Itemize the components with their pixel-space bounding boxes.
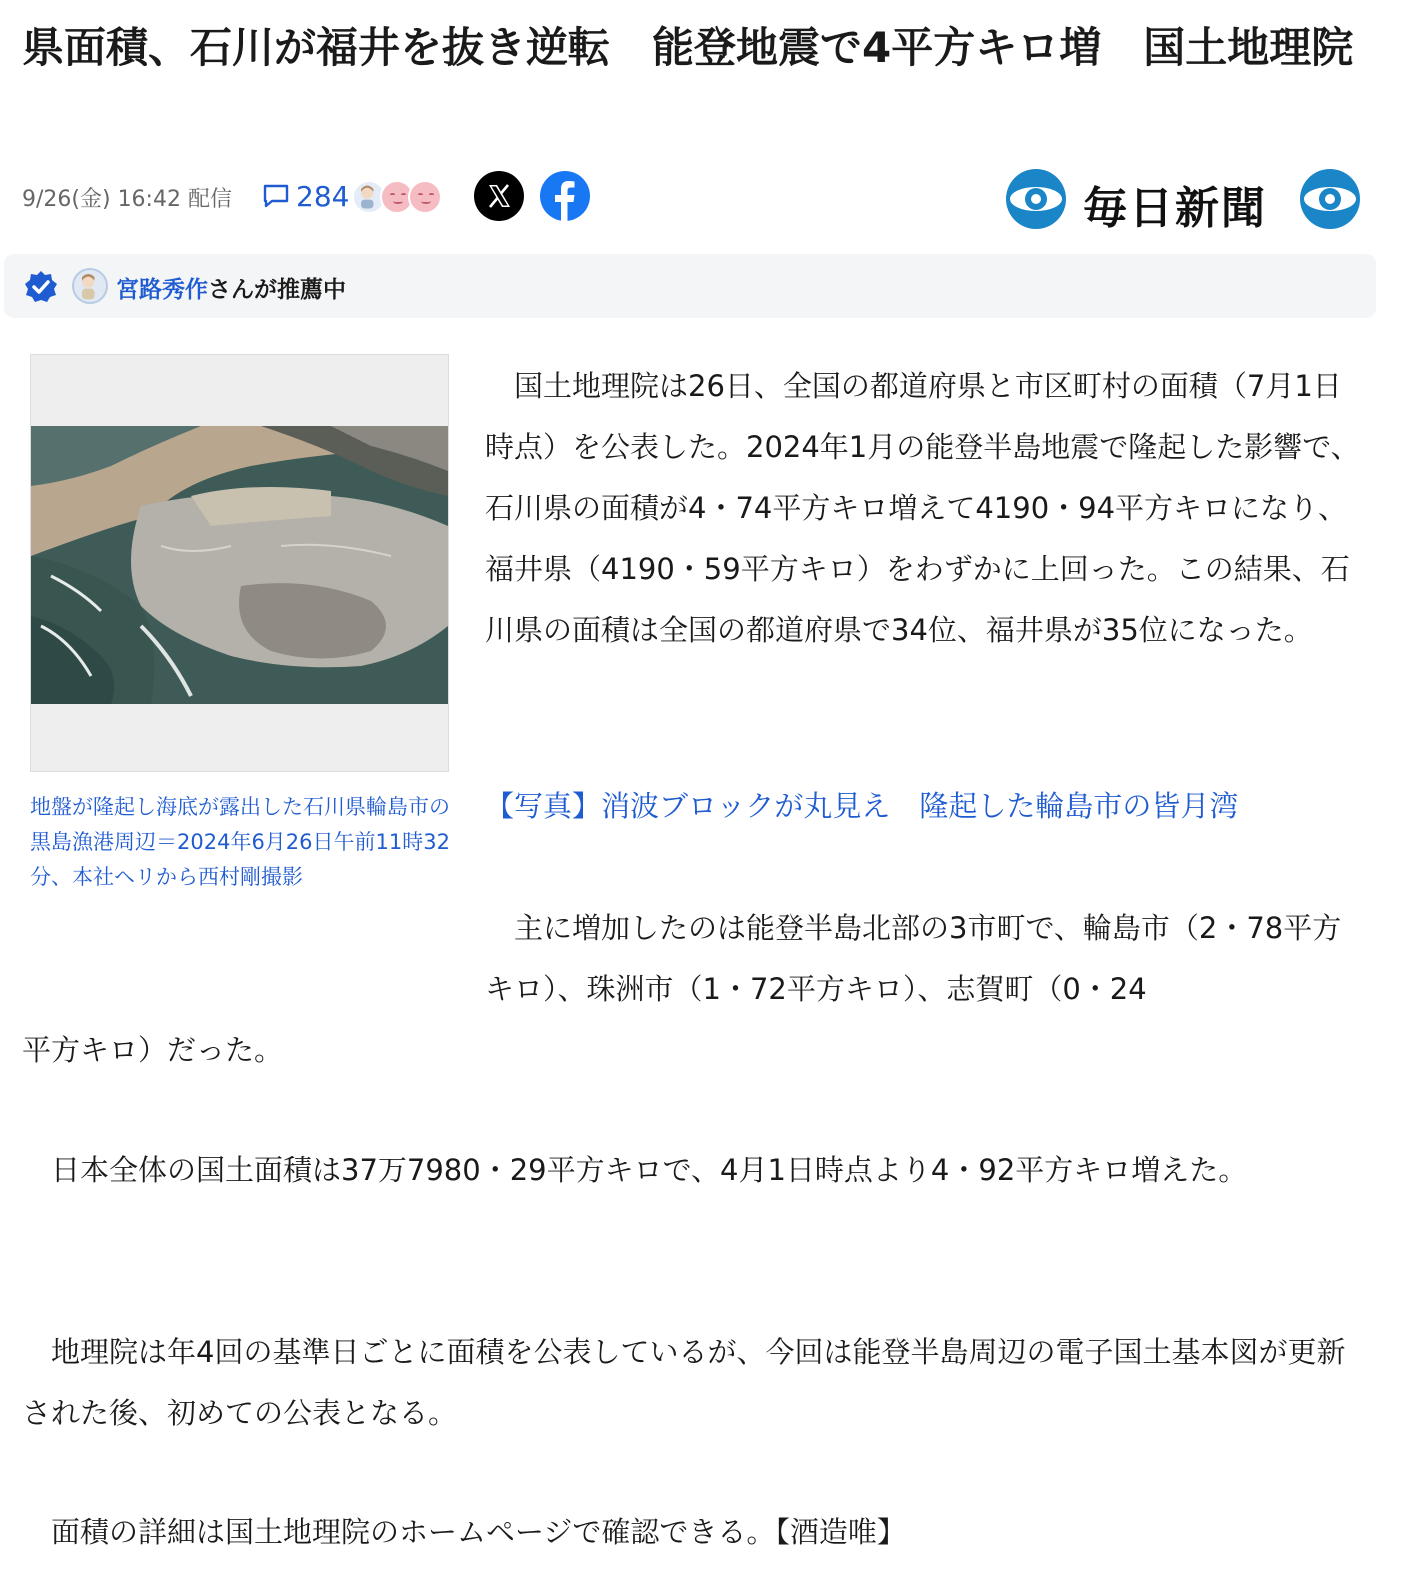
comment-icon xyxy=(262,183,290,209)
facebook-icon xyxy=(540,171,590,221)
article-title: 県面積、石川が福井を抜き逆転 能登地震で4平方キロ増 国土地理院 xyxy=(22,23,1354,72)
recommender-avatar[interactable] xyxy=(72,268,108,304)
x-logo-icon xyxy=(474,171,524,221)
body-paragraph: 主に増加したのは能登半島北部の3市町で、輪島市（2・78平方キロ）、珠洲市（1・72平方キロ）、志賀町（0・24 xyxy=(485,911,1342,1006)
verified-badge-icon xyxy=(24,270,58,304)
publisher-emblem-icon xyxy=(1299,168,1361,230)
body-paragraph-continued: 平方キロ）だった。 xyxy=(22,1033,284,1067)
recommendation-suffix: さんが推薦中 xyxy=(208,277,346,303)
recommendation-text xyxy=(116,271,346,304)
comment-count: 284 xyxy=(296,179,350,213)
body-paragraph: 国土地理院は26日、全国の都道府県と市区町村の面積（7月1日時点）を公表した。2024年1月の能登半島地震で隆起した影響で、石川県の面積が4・74平方キロ増えて4190・94平方キロになり、福井県（4190・59平方キロ）をわずかに上回った。この結果、石川県の面積は全国の都道府県で34位、福井県が35位になった。 xyxy=(485,369,1360,647)
publish-date: 9/26(金) 16:42 配信 xyxy=(22,187,232,212)
photo-caption: 地盤が隆起し海底が露出した石川県輪島市の黒島漁港周辺＝2024年6月26日午前11時32分、本社ヘリから西村剛撮影 xyxy=(30,795,450,889)
comment-link[interactable] xyxy=(262,176,349,216)
reaction-avatars[interactable] xyxy=(352,180,452,216)
smile-reaction-icon xyxy=(408,180,442,214)
body-paragraph: 面積の詳細は国土地理院のホームページで確認できる。【酒造唯】 xyxy=(22,1515,906,1549)
recommendation-bar[interactable] xyxy=(4,254,1376,318)
recommender-name[interactable]: 宮路秀作 xyxy=(116,277,208,303)
share-x-button[interactable] xyxy=(474,171,524,221)
article-meta xyxy=(22,168,1382,234)
publisher-name: 毎日新聞 xyxy=(1083,183,1267,234)
body-paragraph: 日本全体の国土面積は37万7980・29平方キロで、4月1日時点より4・92平方キロ増えた。 xyxy=(22,1153,1248,1187)
share-facebook-button[interactable] xyxy=(540,171,590,221)
publisher-emblem-icon xyxy=(1005,168,1067,230)
article-photo[interactable] xyxy=(30,354,449,772)
body-paragraph: 地理院は年4回の基準日ごとに面積を公表しているが、今回は能登半島周辺の電子国土基本図が更新された後、初めての公表となる。 xyxy=(22,1335,1346,1430)
aerial-coast-photo xyxy=(31,426,448,704)
publisher-logo[interactable] xyxy=(1005,168,1365,234)
related-photo-link[interactable]: 【写真】消波ブロックが丸見え 隆起した輪島市の皆月湾 xyxy=(485,789,1239,823)
